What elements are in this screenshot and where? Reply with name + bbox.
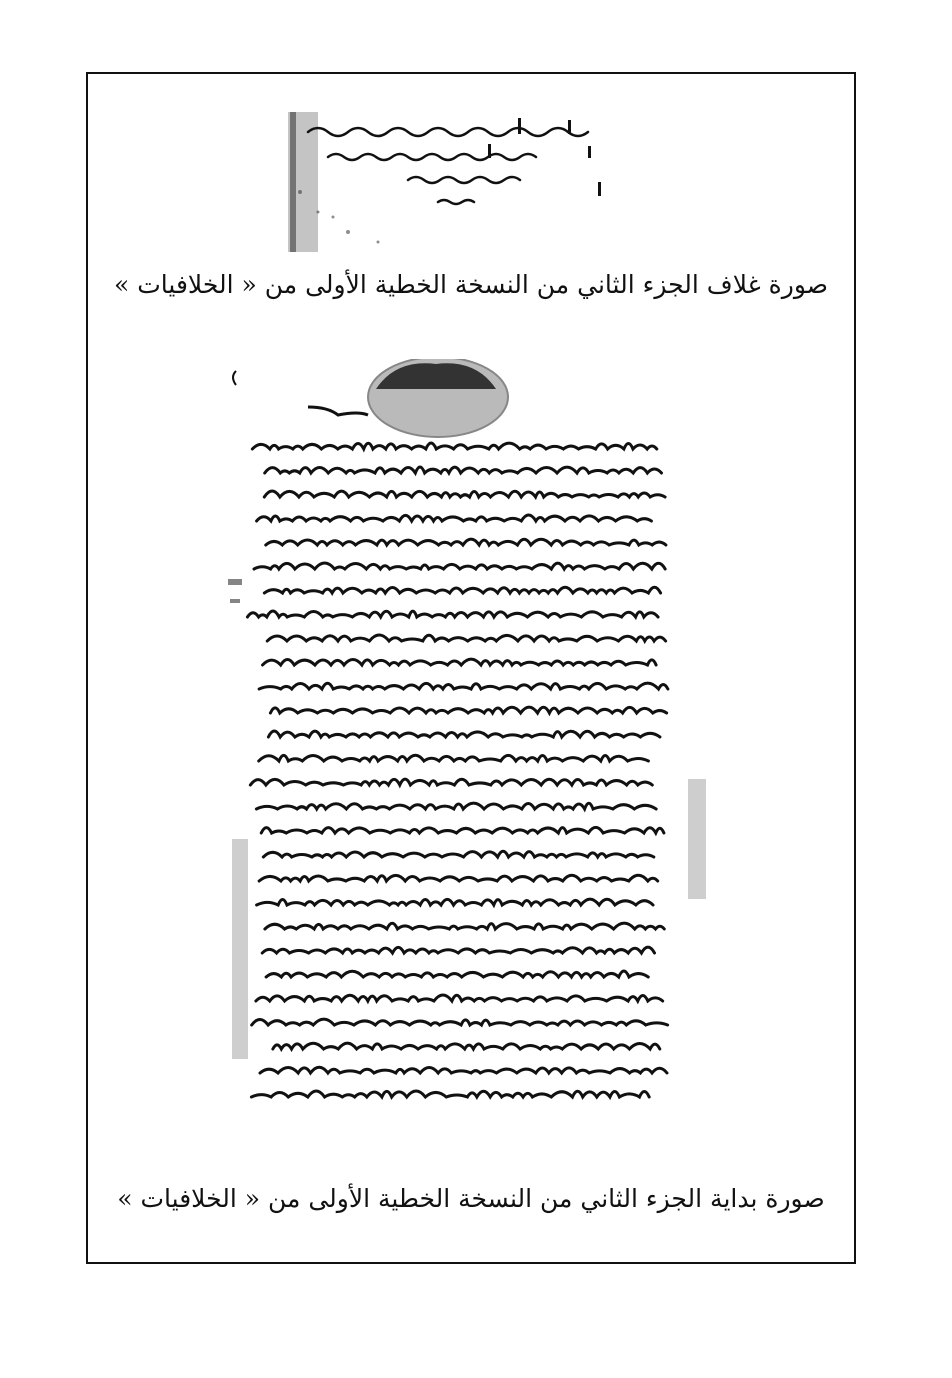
handwriting-line — [247, 611, 658, 617]
handwriting-line — [256, 803, 656, 809]
handwriting-line — [259, 755, 649, 761]
handwriting-line — [264, 491, 665, 497]
handwriting-line — [268, 731, 660, 737]
handwriting-line — [265, 467, 662, 473]
handwriting-line — [267, 635, 665, 641]
handwriting-line — [250, 779, 652, 785]
handwriting-line — [257, 515, 652, 521]
manuscript-cover-image — [288, 112, 628, 260]
page-frame — [86, 72, 856, 1264]
handwriting-line — [261, 827, 664, 833]
handwriting-line — [270, 707, 666, 713]
cover-caption: صورة غلاف الجزء الثاني من النسخة الخطية الأولى من « الخلافيات » — [114, 270, 828, 299]
handwriting-line — [254, 563, 665, 569]
handwriting-line — [259, 875, 658, 881]
manuscript-page-graphic — [228, 359, 708, 1134]
handwriting-line — [263, 659, 657, 665]
handwriting-line — [252, 1019, 668, 1025]
handwriting-line — [256, 995, 663, 1001]
manuscript-cover-graphic — [288, 112, 628, 260]
handwriting-line — [266, 539, 666, 545]
handwriting-line — [262, 947, 654, 953]
handwriting-line — [263, 851, 654, 857]
manuscript-page-image — [228, 359, 708, 1134]
first-page-caption: صورة بداية الجزء الثاني من النسخة الخطية الأولى من « الخلافيات » — [117, 1184, 825, 1213]
handwriting-line — [251, 1091, 649, 1097]
handwriting-line — [259, 683, 668, 689]
handwriting-line — [265, 923, 664, 929]
handwriting-line — [260, 1067, 667, 1073]
handwriting-line — [264, 587, 660, 593]
handwriting-line — [257, 899, 653, 905]
handwriting-line — [266, 971, 648, 977]
handwriting-line — [252, 443, 656, 449]
handwriting-line — [273, 1043, 660, 1049]
